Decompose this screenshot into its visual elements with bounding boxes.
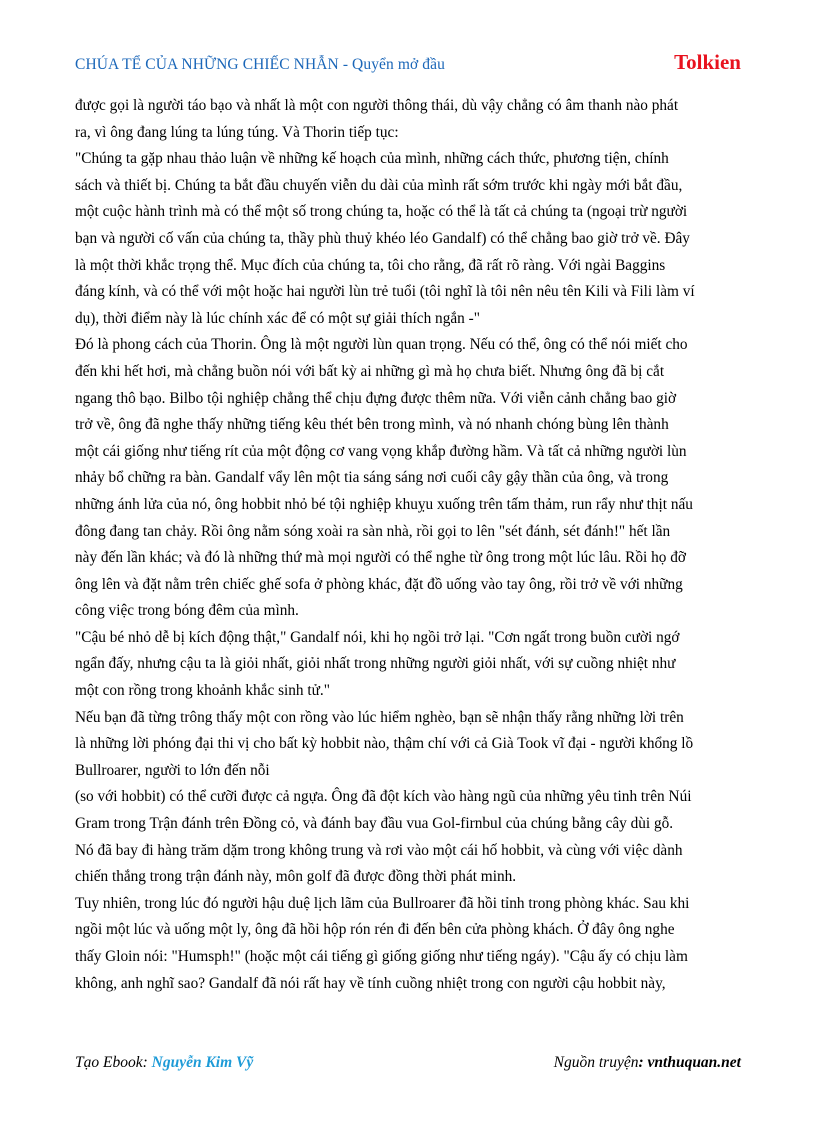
text-line: ngẩn đấy, nhưng cậu ta là giỏi nhất, giỏi nhất trong những người giỏi nhất, với sự cuồng nhiệt như — [75, 655, 676, 673]
source-separator: : — [638, 1054, 648, 1071]
text-line: Gram trong Trận đánh trên Đồng cỏ, và đánh bay đầu vua Gol-firnbul của chúng bằng cây dùi gỗ. — [75, 815, 674, 833]
text-line: "Cậu bé nhỏ dễ bị kích động thật," Gandalf nói, khi họ ngồi trở lại. "Cơn ngất trong buồn cười ngớ — [75, 628, 680, 646]
source-label: Nguồn truyện — [553, 1054, 639, 1071]
text-line: Tuy nhiên, trong lúc đó người hậu duệ lịch lãm của Bullroarer đã hồi tỉnh trong phòng khác. Sau khi — [75, 894, 690, 912]
text-line: những ánh lửa của nó, ông hobbit nhỏ bé tội nghiệp khuỵu xuống trên tấm thảm, run rẩy như thịt nấu — [75, 495, 693, 513]
text-line: Nó đã bay đi hàng trăm dặm trong không trung và rơi vào một cái hố hobbit, và cùng với việc dành — [75, 841, 683, 859]
text-line: đến khi hết hơi, mà chẳng buồn nói với bất kỳ ai những gì mà họ chưa biết. Nhưng ông đã bị cắt — [75, 362, 665, 380]
text-line: bạn và người cố vấn của chúng ta, thầy phù thuỷ khéo léo Gandalf) có thể chẳng bao giờ trở về. Đây — [75, 229, 690, 247]
text-line: đáng kính, và có thể với một hoặc hai người lùn trẻ tuổi (tôi nghĩ là tôi nên nêu tên Kili và Fili làm ví — [75, 283, 695, 301]
text-line: (so với hobbit) có thể cưỡi được cả ngựa. Ông đã đột kích vào hàng ngũ của những yêu tinh trên Núi — [75, 788, 692, 806]
text-line: ra, vì ông đang lúng ta lúng túng. Và Thorin tiếp tục: — [75, 123, 399, 141]
text-line: một cái giống như tiếng rít của một động cơ vang vọng khắp đường hầm. Và tất cả những người lùn — [75, 442, 687, 460]
text-line: Đó là phong cách của Thorin. Ông là một người lùn quan trọng. Nếu có thể, ông có thể nói miết cho — [75, 336, 688, 354]
ebook-label: Tạo Ebook — [75, 1054, 143, 1071]
text-line: này đến lần khác; và đó là những thứ mà mọi người có thể nghe từ ông trong một lúc lâu. Rồi họ đỡ — [75, 549, 686, 567]
page-header — [75, 50, 741, 74]
text-line: ngang thô bạo. Bilbo tội nghiệp chẳng thể chịu đựng được thêm nữa. Với viễn cảnh chẳng bao giờ — [75, 389, 677, 407]
book-title: CHÚA TỂ CỦA NHỮNG CHIẾC NHẪN - Quyển mở đầu — [75, 56, 445, 73]
text-line: không, anh nghĩ sao? Gandalf đã nói rất hay về tính cuồng nhiệt trong con người cậu hobbit này, — [75, 974, 666, 992]
ebook-credit — [75, 1054, 253, 1072]
source-site: vnthuquan.net — [647, 1054, 741, 1071]
text-line: ông lên và đặt nằm trên chiếc ghế sofa ở phòng khác, đặt đồ uống vào tay ông, rồi trở về với những — [75, 575, 683, 593]
text-line: nhảy bổ chững ra bàn. Gandalf vẩy lên một tia sáng sáng nơi cuối cây gậy thần của ông, và trong — [75, 469, 669, 487]
text-line: chiến thắng trong trận đánh này, môn golf đã được đồng thời phát minh. — [75, 868, 517, 886]
page-footer — [75, 1054, 741, 1076]
text-line: dụ), thời điểm này là lúc chính xác để có một sự giải thích ngắn -" — [75, 309, 480, 327]
author-name: Tolkien — [674, 50, 741, 74]
text-line: là một thời khắc trọng thể. Mục đích của chúng ta, tôi cho rằng, đã rất rõ ràng. Với ngài Baggins — [75, 256, 666, 274]
text-line: trở về, ông đã nghe thấy những tiếng kêu thét bên trong mình, và nó nhanh chóng bùng lên thành — [75, 416, 669, 434]
ebook-creator-name: Nguyễn Kim Vỹ — [151, 1054, 254, 1071]
ebook-separator: : — [142, 1054, 152, 1071]
source-credit — [554, 1054, 741, 1072]
text-line: được gọi là người táo bạo và nhất là một con người thông thái, dù vậy chẳng có âm thanh nào phát — [75, 97, 679, 114]
text-line: thấy Gloin nói: "Humsph!" (hoặc một cái tiếng gì giống giống như tiếng ngáy). "Cậu ấy có chịu làm — [75, 948, 688, 965]
text-line: Bullroarer, người to lớn đến nỗi — [75, 761, 270, 779]
body-text — [75, 93, 747, 997]
text-line: sách và thiết bị. Chúng ta bắt đầu chuyến viễn du dài của mình rất sớm trước khi ngày mới bắt đầu, — [75, 176, 683, 194]
text-line: là những lời phóng đại thi vị cho bất kỳ hobbit nào, thậm chí với cả Già Took vĩ đại - người khổng lồ — [75, 735, 694, 753]
text-line: "Chúng ta gặp nhau thảo luận về những kế hoạch của mình, những cách thức, phương tiện, chính — [75, 150, 669, 168]
text-line: một cuộc hành trình mà có thể một số trong chúng ta, hoặc có thể là tất cả chúng ta (ngoại trừ người — [75, 203, 688, 221]
text-line: Nếu bạn đã từng trông thấy một con rồng vào lúc hiểm nghèo, bạn sẽ nhận thấy rằng những lời trên — [75, 708, 684, 726]
text-line: ngồi một lúc và uống một ly, ông đã hồi hộp rón rén đi đến bên cửa phòng khách. Ở đây ông nghe — [75, 921, 675, 939]
text-line: công việc trong bóng đêm của mình. — [75, 602, 299, 620]
text-line: một con rồng trong khoảnh khắc sinh tử." — [75, 682, 330, 700]
text-line: đông đang tan chảy. Rồi ông nằm sóng xoài ra sàn nhà, rồi gọi to lên "sét đánh, sét đánh!" hết lần — [75, 522, 671, 540]
